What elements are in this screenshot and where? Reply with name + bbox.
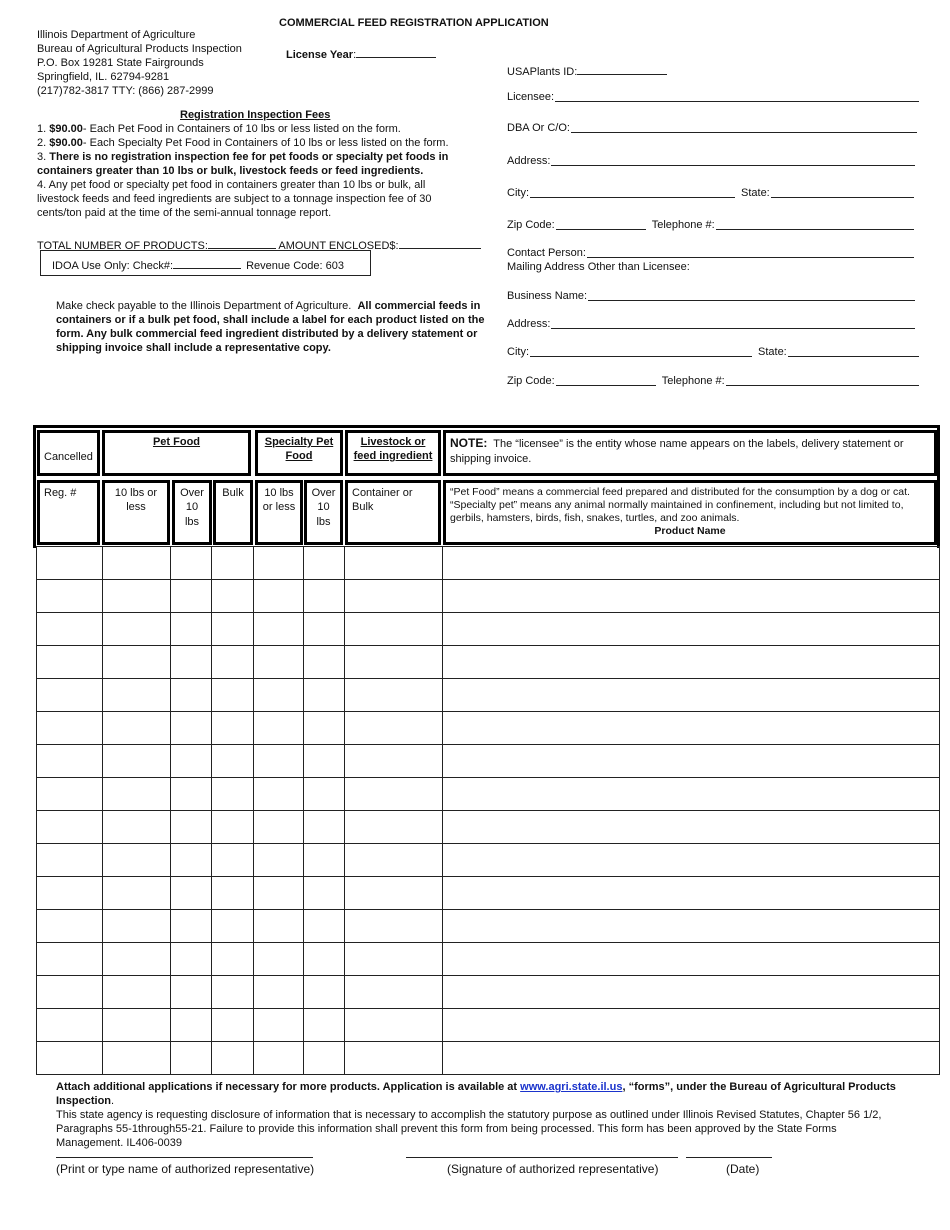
licensee-input[interactable] bbox=[555, 90, 919, 102]
cell-sp-10lbs[interactable] bbox=[254, 613, 304, 646]
usaplants-input[interactable] bbox=[577, 62, 667, 75]
table-header bbox=[33, 425, 940, 548]
cell-product-name[interactable] bbox=[443, 547, 940, 580]
payment-note-bold: All commercial feeds in containers or if a bulk pet food, shall include a label for each product listed on the form. Any bulk commercial feed ingredient distributed by a delivery statement or shipping invoice shall include a representative copy. bbox=[56, 300, 485, 354]
cell-pf-bulk[interactable] bbox=[212, 580, 254, 613]
product-name-header: Product Name bbox=[654, 525, 726, 537]
cell-pf-bulk[interactable] bbox=[212, 745, 254, 778]
cell-pf-over10[interactable] bbox=[171, 712, 212, 745]
license-year-field[interactable]: License Year: bbox=[286, 45, 436, 62]
cell-reg-no[interactable] bbox=[37, 1009, 103, 1042]
cell-pf-over10[interactable] bbox=[171, 844, 212, 877]
cell-pf-10lbs[interactable] bbox=[103, 613, 171, 646]
cell-pf-over10[interactable] bbox=[171, 646, 212, 679]
cell-sp-over10[interactable] bbox=[304, 877, 345, 910]
cell-container-bulk[interactable] bbox=[345, 679, 443, 712]
cell-product-name[interactable] bbox=[443, 745, 940, 778]
signature-line[interactable] bbox=[406, 1157, 678, 1158]
fee-item-1: 1. $90.00- Each Pet Food in Containers of 10 lbs or less listed on the form. bbox=[37, 123, 401, 135]
cell-sp-10lbs[interactable] bbox=[254, 877, 304, 910]
cell-pf-bulk[interactable] bbox=[212, 976, 254, 1009]
cell-sp-over10[interactable] bbox=[304, 778, 345, 811]
fee-item-3: 3. There is no registration inspection fee for pet foods or specialty pet foods in containers greater than 10 lbs or bulk, livestock feeds or feed ingredients. bbox=[37, 151, 449, 177]
cell-pf-over10[interactable] bbox=[171, 1009, 212, 1042]
idoa-check-label: IDOA Use Only: Check#: bbox=[52, 260, 174, 272]
header-pf-bulk: Bulk bbox=[213, 480, 253, 545]
header-container-bulk: Container or Bulk bbox=[345, 480, 441, 545]
cell-pf-10lbs[interactable] bbox=[103, 844, 171, 877]
table-row bbox=[37, 811, 940, 844]
table-row bbox=[37, 943, 940, 976]
payment-note-plain: Make check payable to the Illinois Department of Agriculture. bbox=[56, 300, 352, 312]
cell-container-bulk[interactable] bbox=[345, 547, 443, 580]
mailing-state-input[interactable] bbox=[788, 345, 919, 357]
table-row bbox=[37, 877, 940, 910]
cell-pf-10lbs[interactable] bbox=[103, 910, 171, 943]
fee-item-4: 4. Any pet food or specialty pet food in containers greater than 10 lbs or bulk, all livestock feeds and feed ingredients are subject to a tonnage inspection fee of 30 cents/ton paid at the time of the semi-annual tonnage report. bbox=[37, 179, 432, 219]
agency-line: P.O. Box 19281 State Fairgrounds bbox=[37, 57, 204, 69]
cell-sp-10lbs[interactable] bbox=[254, 712, 304, 745]
table-row bbox=[37, 712, 940, 745]
cell-sp-over10[interactable] bbox=[304, 712, 345, 745]
cell-sp-10lbs[interactable] bbox=[254, 547, 304, 580]
zip-input[interactable] bbox=[556, 218, 646, 230]
address-field[interactable]: Address: bbox=[507, 154, 915, 168]
cell-pf-over10[interactable] bbox=[171, 811, 212, 844]
zip-phone-field[interactable]: Zip Code: Telephone #: bbox=[507, 218, 914, 232]
cell-pf-10lbs[interactable] bbox=[103, 547, 171, 580]
attach-note: Attach additional applications if necessary for more products. Application is available at www.agri.state.il.us, “forms”, under the Bureau of Agricultural Products Inspection. bbox=[56, 1081, 896, 1107]
licensee-field[interactable]: Licensee: bbox=[507, 90, 919, 104]
cell-sp-over10[interactable] bbox=[304, 646, 345, 679]
cell-container-bulk[interactable] bbox=[345, 745, 443, 778]
cell-pf-over10[interactable] bbox=[171, 580, 212, 613]
dba-field[interactable]: DBA Or C/O: bbox=[507, 121, 917, 135]
cell-container-bulk[interactable] bbox=[345, 877, 443, 910]
cell-sp-10lbs[interactable] bbox=[254, 745, 304, 778]
header-sp-10lbs: 10 lbs or less bbox=[255, 480, 303, 545]
cell-pf-10lbs[interactable] bbox=[103, 976, 171, 1009]
cell-sp-over10[interactable] bbox=[304, 910, 345, 943]
cell-reg-no[interactable] bbox=[37, 547, 103, 580]
cell-reg-no[interactable] bbox=[37, 976, 103, 1009]
agency-line: Springfield, IL. 62794-9281 bbox=[37, 71, 170, 83]
cell-container-bulk[interactable] bbox=[345, 943, 443, 976]
cell-reg-no[interactable] bbox=[37, 712, 103, 745]
cell-pf-bulk[interactable] bbox=[212, 712, 254, 745]
cell-container-bulk[interactable] bbox=[345, 712, 443, 745]
fee-amount: $90.00 bbox=[49, 137, 83, 149]
cell-pf-10lbs[interactable] bbox=[103, 712, 171, 745]
cell-reg-no[interactable] bbox=[37, 811, 103, 844]
cell-container-bulk[interactable] bbox=[345, 613, 443, 646]
cell-sp-10lbs[interactable] bbox=[254, 778, 304, 811]
revenue-code-value: 603 bbox=[325, 260, 344, 272]
header-definitions bbox=[443, 480, 937, 545]
cell-pf-10lbs[interactable] bbox=[103, 1009, 171, 1042]
idoa-use-box bbox=[40, 250, 371, 276]
amount-enclosed-input[interactable] bbox=[399, 236, 481, 249]
business-name-field[interactable]: Business Name: bbox=[507, 289, 915, 303]
form-title: COMMERCIAL FEED REGISTRATION APPLICATION bbox=[279, 17, 549, 29]
cell-pf-10lbs[interactable] bbox=[103, 778, 171, 811]
header-reg-no: Reg. # bbox=[37, 480, 100, 545]
cell-sp-10lbs[interactable] bbox=[254, 1009, 304, 1042]
fee-amount: $90.00 bbox=[49, 123, 83, 135]
cell-sp-over10[interactable] bbox=[304, 1009, 345, 1042]
mailing-city-state-field[interactable]: City: State: bbox=[507, 345, 919, 359]
cell-product-name[interactable] bbox=[443, 712, 940, 745]
table-row bbox=[37, 1009, 940, 1042]
cell-product-name[interactable] bbox=[443, 778, 940, 811]
mailing-address-input[interactable] bbox=[551, 317, 915, 329]
cell-product-name[interactable] bbox=[443, 613, 940, 646]
table-row bbox=[37, 778, 940, 811]
table-row bbox=[37, 1042, 940, 1075]
cell-product-name[interactable] bbox=[443, 679, 940, 712]
amount-enclosed-label: AMOUNT ENCLOSED$: bbox=[278, 240, 399, 252]
contact-field[interactable]: Contact Person: bbox=[507, 246, 914, 260]
cell-container-bulk[interactable] bbox=[345, 580, 443, 613]
fees-heading: Registration Inspection Fees bbox=[180, 109, 331, 121]
cell-sp-over10[interactable] bbox=[304, 580, 345, 613]
cell-pf-over10[interactable] bbox=[171, 547, 212, 580]
cell-sp-10lbs[interactable] bbox=[254, 679, 304, 712]
business-name-input[interactable] bbox=[588, 289, 915, 301]
cell-sp-over10[interactable] bbox=[304, 943, 345, 976]
revenue-code-label: Revenue Code: bbox=[246, 260, 323, 272]
cell-sp-over10[interactable] bbox=[304, 745, 345, 778]
payment-note bbox=[56, 299, 488, 355]
cell-sp-10lbs[interactable] bbox=[254, 910, 304, 943]
cell-sp-over10[interactable] bbox=[304, 613, 345, 646]
cell-container-bulk[interactable] bbox=[345, 844, 443, 877]
cell-sp-10lbs[interactable] bbox=[254, 580, 304, 613]
cell-sp-over10[interactable] bbox=[304, 976, 345, 1009]
agency-address bbox=[37, 28, 242, 98]
cell-product-name[interactable] bbox=[443, 877, 940, 910]
cell-pf-over10[interactable] bbox=[171, 976, 212, 1009]
cell-sp-10lbs[interactable] bbox=[254, 811, 304, 844]
cell-pf-over10[interactable] bbox=[171, 910, 212, 943]
header-livestock: Livestock or feed ingredient bbox=[345, 430, 441, 476]
usaplants-field[interactable]: USAPlants ID: bbox=[507, 62, 667, 79]
cell-reg-no[interactable] bbox=[37, 679, 103, 712]
cell-container-bulk[interactable] bbox=[345, 1009, 443, 1042]
table-row bbox=[37, 910, 940, 943]
agri-website-link[interactable]: www.agri.state.il.us bbox=[520, 1081, 623, 1093]
agency-line: Illinois Department of Agriculture bbox=[37, 29, 196, 41]
cell-pf-10lbs[interactable] bbox=[103, 679, 171, 712]
idoa-check-input[interactable] bbox=[173, 256, 241, 269]
definition-pet-food: “Pet Food” means a commercial feed prepared and distributed for the consumption by a dog or cat. bbox=[450, 486, 910, 498]
cell-pf-bulk[interactable] bbox=[212, 910, 254, 943]
cell-product-name[interactable] bbox=[443, 943, 940, 976]
cell-product-name[interactable] bbox=[443, 1042, 940, 1075]
state-input[interactable] bbox=[771, 186, 914, 198]
city-state-field[interactable]: City: State: bbox=[507, 186, 914, 200]
product-grid bbox=[36, 546, 940, 1075]
mailing-zip-phone-field[interactable]: Zip Code: Telephone #: bbox=[507, 374, 919, 388]
table-row bbox=[37, 613, 940, 646]
footer-notes bbox=[56, 1080, 906, 1150]
telephone-input[interactable] bbox=[716, 218, 914, 230]
cell-pf-10lbs[interactable] bbox=[103, 811, 171, 844]
cell-sp-over10[interactable] bbox=[304, 811, 345, 844]
contact-input[interactable] bbox=[587, 246, 914, 258]
total-products-label: TOTAL NUMBER OF PRODUCTS: bbox=[37, 240, 208, 252]
cell-product-name[interactable] bbox=[443, 580, 940, 613]
table-row bbox=[37, 679, 940, 712]
cell-product-name[interactable] bbox=[443, 646, 940, 679]
cell-pf-over10[interactable] bbox=[171, 613, 212, 646]
cell-pf-10lbs[interactable] bbox=[103, 1042, 171, 1075]
header-sp-over10: Over 10 lbs bbox=[304, 480, 343, 545]
header-pf-over10: Over 10 lbs bbox=[172, 480, 212, 545]
cell-pf-bulk[interactable] bbox=[212, 844, 254, 877]
cell-pf-10lbs[interactable] bbox=[103, 745, 171, 778]
cell-reg-no[interactable] bbox=[37, 613, 103, 646]
cell-pf-bulk[interactable] bbox=[212, 778, 254, 811]
cell-container-bulk[interactable] bbox=[345, 811, 443, 844]
cell-pf-over10[interactable] bbox=[171, 1042, 212, 1075]
address-input[interactable] bbox=[551, 154, 915, 166]
cell-reg-no[interactable] bbox=[37, 580, 103, 613]
print-name-label: (Print or type name of authorized representative) bbox=[56, 1162, 315, 1176]
cell-pf-10lbs[interactable] bbox=[103, 580, 171, 613]
agency-line: (217)782-3817 TTY: (866) 287-2999 bbox=[37, 85, 214, 97]
cell-pf-over10[interactable] bbox=[171, 943, 212, 976]
total-products-input[interactable] bbox=[208, 236, 276, 249]
mailing-zip-input[interactable] bbox=[556, 374, 656, 386]
cell-pf-bulk[interactable] bbox=[212, 646, 254, 679]
print-name-line[interactable] bbox=[56, 1157, 313, 1158]
mailing-address-heading: Mailing Address Other than Licensee: bbox=[507, 261, 690, 273]
header-specialty-pet-food: Specialty Pet Food bbox=[255, 430, 343, 476]
cell-pf-bulk[interactable] bbox=[212, 1009, 254, 1042]
cell-reg-no[interactable] bbox=[37, 745, 103, 778]
cell-pf-over10[interactable] bbox=[171, 679, 212, 712]
cell-sp-10lbs[interactable] bbox=[254, 1042, 304, 1075]
cell-product-name[interactable] bbox=[443, 1009, 940, 1042]
table-row bbox=[37, 580, 940, 613]
cell-container-bulk[interactable] bbox=[345, 976, 443, 1009]
cell-sp-over10[interactable] bbox=[304, 844, 345, 877]
cell-pf-bulk[interactable] bbox=[212, 547, 254, 580]
cell-sp-over10[interactable] bbox=[304, 679, 345, 712]
cell-pf-over10[interactable] bbox=[171, 745, 212, 778]
table-row bbox=[37, 646, 940, 679]
cell-product-name[interactable] bbox=[443, 844, 940, 877]
cell-pf-bulk[interactable] bbox=[212, 877, 254, 910]
cell-product-name[interactable] bbox=[443, 811, 940, 844]
cell-pf-over10[interactable] bbox=[171, 778, 212, 811]
cell-reg-no[interactable] bbox=[37, 910, 103, 943]
cell-pf-bulk[interactable] bbox=[212, 811, 254, 844]
license-year-label: License Year bbox=[286, 49, 354, 61]
cell-pf-10lbs[interactable] bbox=[103, 646, 171, 679]
cell-pf-10lbs[interactable] bbox=[103, 943, 171, 976]
definition-specialty-pet: “Specialty pet” means any animal normally maintained in confinement, including but not limited to, gerbils, hamsters, birds, fish, snakes, turtles, and zoo animals. bbox=[450, 499, 904, 524]
cell-reg-no[interactable] bbox=[37, 877, 103, 910]
cell-reg-no[interactable] bbox=[37, 646, 103, 679]
cell-pf-bulk[interactable] bbox=[212, 679, 254, 712]
cell-sp-over10[interactable] bbox=[304, 1042, 345, 1075]
cell-container-bulk[interactable] bbox=[345, 1042, 443, 1075]
signature-label: (Signature of authorized representative) bbox=[447, 1162, 659, 1176]
note-text: The “licensee” is the entity whose name appears on the labels, delivery statement or shipping invoice. bbox=[450, 438, 904, 465]
header-pf-10lbs: 10 lbs or less bbox=[102, 480, 170, 545]
cell-reg-no[interactable] bbox=[37, 1042, 103, 1075]
table-row bbox=[37, 547, 940, 580]
cell-sp-10lbs[interactable] bbox=[254, 844, 304, 877]
cell-pf-10lbs[interactable] bbox=[103, 877, 171, 910]
city-input[interactable] bbox=[530, 186, 735, 198]
agency-line: Bureau of Agricultural Products Inspection bbox=[37, 43, 242, 55]
table-row bbox=[37, 745, 940, 778]
mailing-city-input[interactable] bbox=[530, 345, 752, 357]
header-note bbox=[443, 430, 937, 476]
mailing-telephone-input[interactable] bbox=[726, 374, 919, 386]
license-year-input[interactable] bbox=[356, 45, 436, 58]
cell-product-name[interactable] bbox=[443, 976, 940, 1009]
mailing-address-field[interactable]: Address: bbox=[507, 317, 915, 331]
dba-input[interactable] bbox=[571, 121, 917, 133]
date-label: (Date) bbox=[726, 1162, 760, 1176]
note-label: NOTE: bbox=[450, 436, 488, 450]
cell-reg-no[interactable] bbox=[37, 844, 103, 877]
fee-item-2: 2. $90.00- Each Specialty Pet Food in Containers of 10 lbs or less listed on the form. bbox=[37, 137, 449, 149]
cell-reg-no[interactable] bbox=[37, 943, 103, 976]
cell-pf-over10[interactable] bbox=[171, 877, 212, 910]
date-line[interactable] bbox=[686, 1157, 772, 1158]
cell-container-bulk[interactable] bbox=[345, 910, 443, 943]
cell-container-bulk[interactable] bbox=[345, 646, 443, 679]
cell-sp-over10[interactable] bbox=[304, 547, 345, 580]
cell-reg-no[interactable] bbox=[37, 778, 103, 811]
cell-sp-10lbs[interactable] bbox=[254, 943, 304, 976]
cell-pf-bulk[interactable] bbox=[212, 943, 254, 976]
table-row bbox=[37, 976, 940, 1009]
cell-sp-10lbs[interactable] bbox=[254, 976, 304, 1009]
fees-list bbox=[37, 122, 462, 220]
cell-pf-bulk[interactable] bbox=[212, 1042, 254, 1075]
cell-sp-10lbs[interactable] bbox=[254, 646, 304, 679]
table-row bbox=[37, 844, 940, 877]
header-pet-food: Pet Food bbox=[102, 430, 251, 476]
disclosure-text: This state agency is requesting disclosure of information that is necessary to accomplish the statutory purpose as outlined under Illinois Revised Statutes, Chapter 56 1/2, Paragraphs 55-1through55-21. Failure to provide this information shall prevent this form from being processed. This form has been approved by the State Forms Management. IL406-0039 bbox=[56, 1109, 882, 1149]
header-cancelled: Cancelled bbox=[37, 430, 100, 476]
cell-pf-bulk[interactable] bbox=[212, 613, 254, 646]
cell-container-bulk[interactable] bbox=[345, 778, 443, 811]
cell-product-name[interactable] bbox=[443, 910, 940, 943]
